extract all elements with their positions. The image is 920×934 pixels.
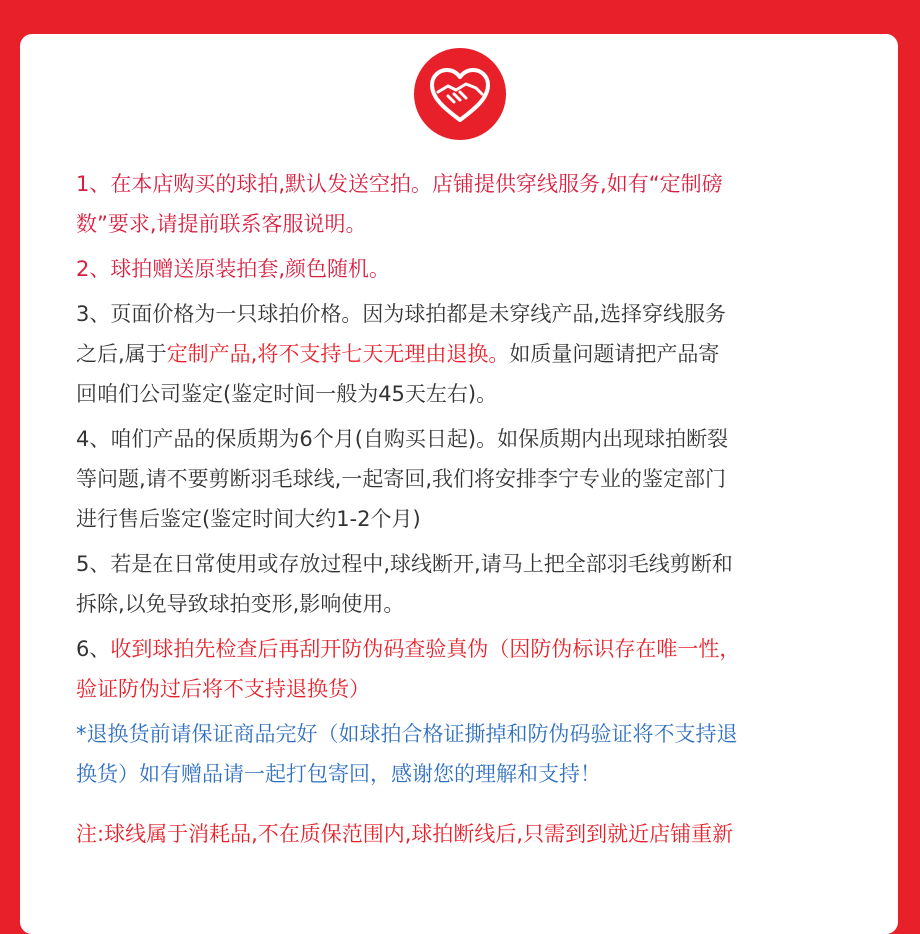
notice-item-4-line-3: 进行售后鉴定(鉴定时间大约1-2个月) [76, 507, 421, 531]
heart-handshake-icon [414, 48, 506, 140]
notice-item-4-line-1: 4、咱们产品的保质期为6个月(自购买日起)。如保质期内出现球拍断裂 [76, 427, 729, 451]
notice-item-3-line-2 [76, 334, 856, 374]
notice-item-5-line-2: 拆除,以免导致球拍变形,影响使用。 [76, 592, 405, 616]
notice-item-3-line-1: 3、页面价格为一只球拍价格。因为球拍都是未穿线产品,选择穿线服务 [76, 302, 727, 326]
notice-item-3 [76, 294, 856, 414]
string-note [76, 814, 856, 854]
logo [414, 48, 506, 140]
notice-item-3-line-2-pre: 之后,属于 [76, 342, 167, 366]
notice-item-1-line-1: 1、在本店购买的球拍,默认发送空拍。店铺提供穿线服务,如有“定制磅 [76, 172, 723, 196]
notice-item-4-line-2: 等问题,请不要剪断羽毛球线,一起寄回,我们将安排李宁专业的鉴定部门 [76, 467, 727, 491]
notice-item-2-line-1: 2、球拍赠送原装拍套,颜色随机。 [76, 257, 391, 281]
notice-item-2 [76, 249, 856, 289]
return-notice-line-1: *退换货前请保证商品完好（如球拍合格证撕掉和防伪码验证将不支持退 [76, 722, 738, 746]
notice-item-3-line-3: 回咱们公司鉴定(鉴定时间一般为45天左右)。 [76, 382, 498, 406]
return-notice [76, 714, 856, 794]
notice-item-1-line-2: 数”要求,请提前联系客服说明。 [76, 212, 367, 236]
notice-item-3-highlight: 定制产品,将不支持七天无理由退换。 [166, 342, 510, 366]
notice-item-6-line-1 [76, 629, 856, 669]
string-note-line-1: 注:球线属于消耗品,不在质保范围内,球拍断线后,只需到到就近店铺重新 [76, 822, 734, 846]
notice-list [76, 164, 856, 859]
notice-item-5-line-1: 5、若是在日常使用或存放过程中,球线断开,请马上把全部羽毛线剪断和 [76, 552, 733, 576]
notice-item-6-line-2: 验证防伪过后将不支持退换货） [76, 677, 370, 701]
notice-item-5 [76, 544, 856, 624]
return-notice-line-2: 换货）如有赠品请一起打包寄回，感谢您的理解和支持！ [76, 762, 601, 786]
notice-item-6-prefix: 6、 [76, 637, 111, 661]
notice-item-6-text: 收到球拍先检查后再刮开防伪码查验真伪（因防伪标识存在唯一性， [110, 637, 741, 661]
notice-item-3-line-2-post: 如质量问题请把产品寄 [509, 342, 720, 366]
notice-item-1 [76, 164, 856, 244]
notice-item-6 [76, 629, 856, 709]
notice-item-4 [76, 419, 856, 539]
